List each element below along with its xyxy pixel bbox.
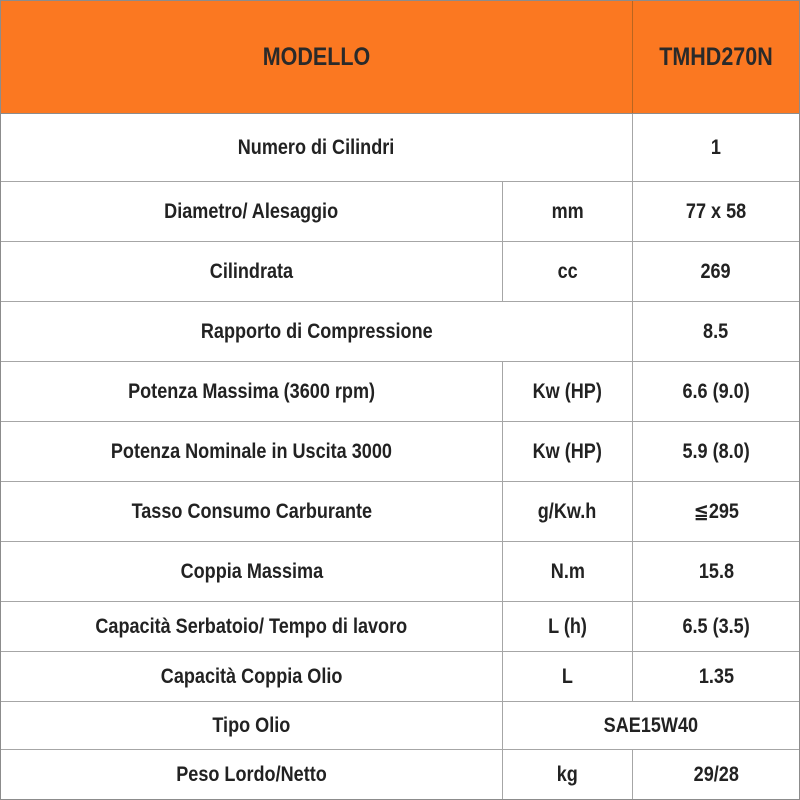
row-value: 29/28 [693, 762, 739, 786]
row-label: Rapporto di Compressione [200, 319, 433, 343]
row-value: 8.5 [703, 319, 729, 343]
row-value: SAE15W40 [603, 713, 699, 737]
row-label: Numero di Cilindri [238, 135, 395, 159]
row-label: Potenza Nominale in Uscita 3000 [110, 439, 393, 463]
row-unit: cc [557, 259, 578, 283]
row-label: Tipo Olio [212, 713, 291, 737]
row-label: Capacità Serbatoio/ Tempo di lavoro [95, 614, 408, 638]
row-unit: N.m [550, 559, 585, 583]
row-value: 77 x 58 [685, 199, 747, 223]
row-label: Diametro/ Alesaggio [164, 199, 339, 223]
row-label: Coppia Massima [180, 559, 323, 583]
row-unit: mm [551, 199, 584, 223]
table-row [1, 114, 799, 182]
table-row [1, 750, 799, 799]
row-value: 1.35 [698, 664, 734, 688]
table-row [1, 422, 799, 482]
row-unit: L [561, 664, 574, 688]
table-row [1, 242, 799, 302]
table-row [1, 702, 799, 750]
model-label: MODELLO [262, 42, 371, 71]
row-label: Peso Lordo/Netto [176, 762, 327, 786]
row-unit: kg [556, 762, 579, 786]
table-row [1, 652, 799, 702]
model-value: TMHD270N [659, 42, 773, 71]
table-row [1, 182, 799, 242]
row-unit: L (h) [548, 614, 587, 638]
table-row [1, 302, 799, 362]
row-value: 15.8 [698, 559, 734, 583]
row-unit: Kw (HP) [532, 439, 603, 463]
row-value: 1 [710, 135, 722, 159]
table-header [1, 1, 799, 114]
row-label: Tasso Consumo Carburante [131, 499, 372, 523]
row-label: Cilindrata [209, 259, 294, 283]
table-row [1, 482, 799, 542]
row-label: Potenza Massima (3600 rpm) [128, 379, 375, 403]
row-label: Capacità Coppia Olio [160, 664, 343, 688]
table-row [1, 542, 799, 602]
row-value: 6.5 (3.5) [682, 614, 750, 638]
row-value: 5.9 (8.0) [682, 439, 750, 463]
row-value: 269 [700, 259, 732, 283]
row-unit: Kw (HP) [532, 379, 603, 403]
row-value: 6.6 (9.0) [682, 379, 750, 403]
row-unit: g/Kw.h [538, 499, 597, 523]
table-row [1, 602, 799, 652]
table-row [1, 362, 799, 422]
row-value: ≦295 [693, 500, 739, 523]
